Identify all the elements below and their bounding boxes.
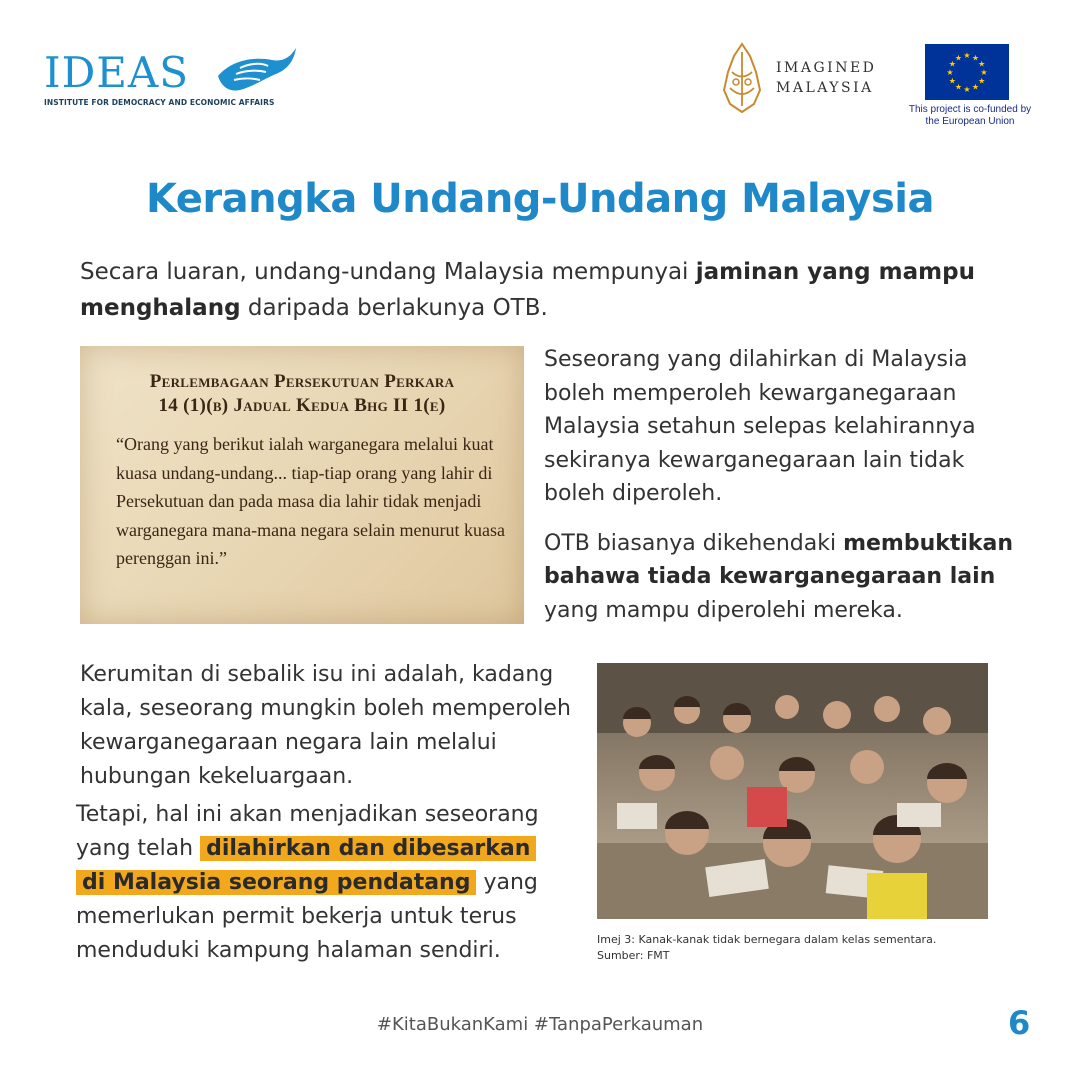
eu-star-icon: ★ — [978, 76, 986, 86]
page-number: 6 — [1008, 1004, 1031, 1042]
imagined-malaysia-wordmark — [776, 58, 876, 98]
eu-star-icon: ★ — [978, 59, 986, 69]
ideas-subtitle: INSTITUTE FOR DEMOCRACY AND ECONOMIC AFFAIRS — [44, 98, 275, 107]
eu-star-icon: ★ — [971, 82, 980, 92]
eu-flag-icon — [925, 44, 1009, 100]
right-paragraph-1: Seseorang yang dilahirkan di Malaysia boleh memperoleh kewarganegaraan Malaysia setahun selepas kelahirannya sekiranya kewarganegaraan lain tidak boleh diperoleh. — [544, 347, 976, 506]
left-p2-text-1: Tetapi, hal ini akan menjadikan seseorang yang telah — [76, 802, 539, 861]
eu-star-icon: ★ — [954, 53, 963, 63]
eu-note-line2: the European Union — [925, 116, 1015, 127]
eu-star-icon: ★ — [980, 68, 988, 77]
intro-paragraph — [80, 254, 1010, 326]
caption-line1: Imej 3: Kanak-kanak tidak bernegara dalam kelas sementara. — [597, 933, 937, 946]
eu-star-icon: ★ — [963, 85, 971, 94]
children-illustration — [597, 663, 988, 919]
right-p2-text-2: yang mampu diperolehi mereka. — [544, 597, 903, 623]
highlight-born-raised: dilahirkan dan dibesarkan — [200, 836, 536, 861]
classroom-photo — [597, 663, 988, 919]
right-paragraph-2 — [544, 527, 1024, 628]
ideas-bird-icon — [210, 42, 302, 98]
eu-star-icon: ★ — [948, 76, 956, 86]
right-p2-text-1: OTB biasanya dikehendaki — [544, 530, 844, 556]
eu-note-line1: This project is co-funded by — [908, 104, 1032, 115]
photo-caption — [597, 932, 1017, 964]
intro-text-2: daripada berlakunya OTB. — [240, 295, 548, 321]
eu-funding-note — [890, 104, 1050, 128]
quote-heading — [80, 370, 524, 418]
eu-star-icon: ★ — [963, 51, 971, 60]
highlight-migrant: di Malaysia seorang pendatang — [76, 870, 476, 895]
eu-star-icon: ★ — [971, 53, 980, 63]
right-p2-bold: membuktikan bahawa tiada kewarganegaraan lain — [544, 530, 1014, 589]
intro-text-1: Secara luaran, undang-undang Malaysia mempunyai — [80, 259, 696, 285]
quote-heading-line1: Perlembagaan Persekutuan Perkara — [149, 371, 455, 392]
quote-text: “Orang yang berikut ialah warganegara melalui kuat kuasa undang-undang... tiap-tiap orang yang lahir di Persekutuan dan pada masa dia lahir tidak menjadi warganegara mana-mana negara selain menurut kuasa perenggan ini.” — [116, 434, 505, 568]
constitution-quote-box — [80, 346, 524, 624]
eu-star-icon: ★ — [946, 68, 954, 77]
caption-source: Sumber: FMT — [597, 949, 670, 962]
ideas-logo-text: IDEAS — [44, 48, 190, 97]
eu-star-icon: ★ — [954, 82, 963, 92]
left-lower-paragraph-1: Kerumitan di sebalik isu ini adalah, kadang kala, seseorang mungkin boleh memperoleh kewarganegaraan negara lain melalui hubungan kekeluargaan. — [80, 662, 571, 789]
ideas-logo — [44, 40, 284, 120]
footer-hashtags: #KitaBukanKami #TanpaPerkauman — [376, 1014, 704, 1035]
page-title: Kerangka Undang-Undang Malaysia — [145, 176, 935, 222]
imagined-malaysia-emblem-icon — [720, 42, 764, 114]
right-column-text — [544, 343, 1024, 643]
eu-star-icon: ★ — [948, 59, 956, 69]
malaysia-line: MALAYSIA — [776, 80, 874, 96]
imagined-line: IMAGINED — [776, 60, 877, 76]
quote-heading-line2: 14 (1)(b) Jadual Kedua Bhg II 1(e) — [158, 395, 446, 416]
intro-bold: jaminan yang mampu menghalang — [80, 259, 975, 321]
left-p2-text-2: yang memerlukan permit bekerja untuk terus menduduki kampung halaman sendiri. — [76, 870, 538, 963]
left-lower-paragraph-2 — [76, 798, 576, 968]
